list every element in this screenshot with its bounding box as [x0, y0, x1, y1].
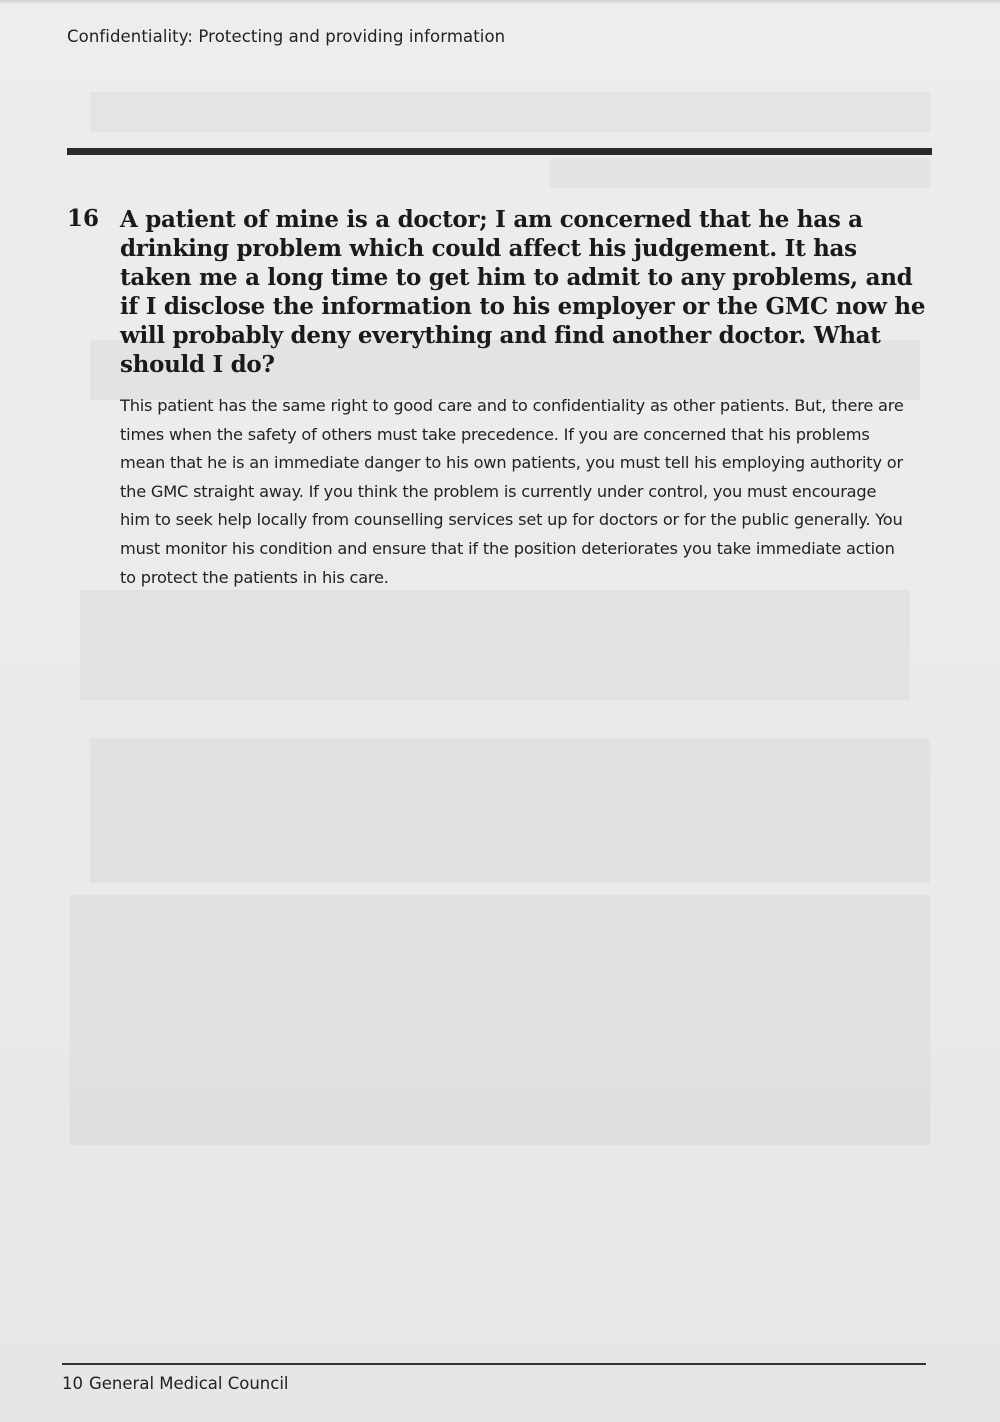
answer-paragraph: This patient has the same right to good care and to confidentiality as other patients. But, there are times when the safety of others must take precedence. If you are concerned that his problems mean that he is an immediate danger to his own patients, you must tell his employing authority or the GMC straight away. If you think the problem is currently under control, you must encourage him to seek help locally from counselling services set up for doctors or for the public generally. You must monitor his condition and ensure that if the position deteriorates you take immediate action to protect the patients in his care. — [120, 396, 904, 587]
question-heading: A patient of mine is a doctor; I am concerned that he has a drinking problem which could affect his judgement. It has taken me a long time to get him to admit to any problems, and if I disclose the information to his employer or the GMC now he will probably deny everything and find another doctor. What should I do? — [120, 206, 926, 378]
show-through-block — [80, 590, 910, 700]
top-rule — [67, 148, 932, 155]
footer-organisation: General Medical Council — [89, 1374, 289, 1393]
question-number: 16 — [67, 205, 100, 232]
page-footer — [62, 1374, 289, 1393]
show-through-block — [90, 738, 930, 883]
page-top-edge — [0, 0, 1000, 4]
running-header: Confidentiality: Protecting and providing information — [67, 27, 506, 46]
page-number: 10 — [62, 1374, 83, 1393]
footer-rule — [62, 1363, 926, 1365]
show-through-block — [90, 92, 930, 132]
show-through-block — [70, 895, 930, 1145]
show-through-block — [550, 158, 930, 188]
